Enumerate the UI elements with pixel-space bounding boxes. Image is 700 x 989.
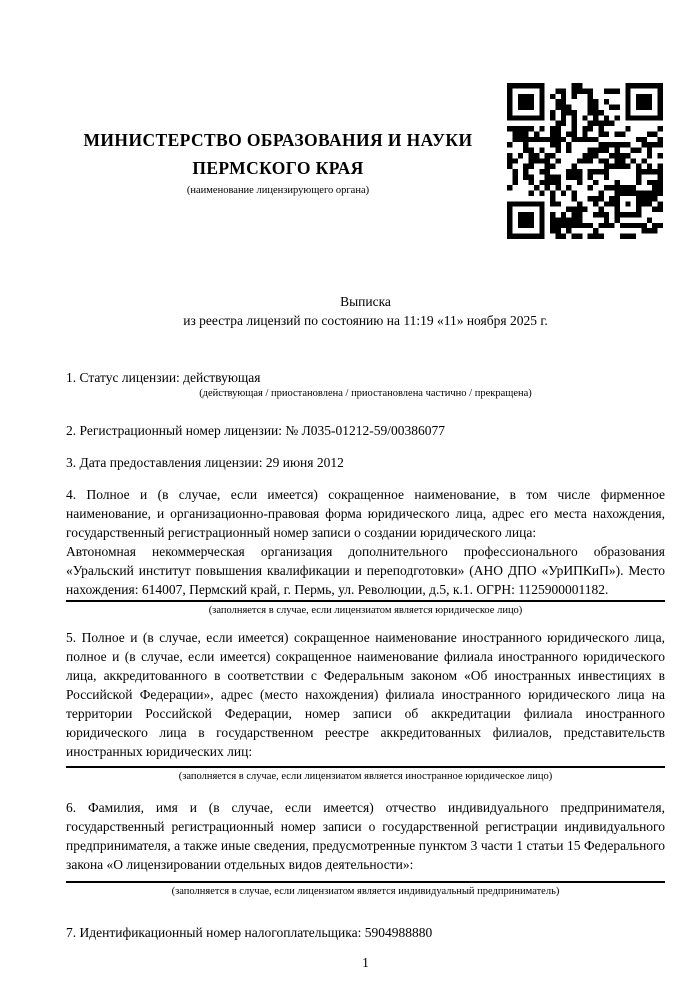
item-license-status-caption: (действующая / приостановлена / приостановлена частично / прекращена)	[199, 388, 532, 399]
ministry-title-line2: ПЕРМСКОГО КРАЯ	[192, 158, 364, 178]
item-grant-date: 3. Дата предоставления лицензии: 29 июня 2012	[66, 455, 344, 470]
item-legal-entity-value: Автономная некоммерческая организация дополнительного профессионального образования «Уральский институт повышения квалификации и переподготовки» (АНО ДПО «УрИПКиП»). Место нахождения: 614007, Пермский край, г. Пермь, ул. Революции, д.5, к.1. ОГРН: 1125900001182.	[66, 544, 665, 597]
document-content	[66, 0, 665, 972]
ministry-header	[66, 126, 490, 198]
item-license-status: 1. Статус лицензии: действующая	[66, 370, 261, 385]
item-registration-number: 2. Регистрационный номер лицензии: № Л035-01212-59/00386077	[66, 423, 446, 438]
item-entrepreneur-caption: (заполняется в случае, если лицензиатом является индивидуальный предприниматель)	[171, 886, 560, 897]
item-legal-entity-label: 4. Полное и (в случае, если имеется) сокращенное наименование, в том числе фирменное наименование, и организационно-правовая форма юридического лица, адрес его места нахождения, государственный регистрационный номер записи о создании юридического лица:	[66, 487, 665, 540]
item-legal-entity-caption: (заполняется в случае, если лицензиатом является юридическое лицо)	[208, 605, 523, 616]
item-legal-entity	[66, 485, 665, 617]
document-title	[66, 292, 665, 330]
item-foreign-entity-caption: (заполняется в случае, если лицензиатом является иностранное юридическое лицо)	[178, 771, 553, 782]
ministry-title-line1: МИНИСТЕРСТВО ОБРАЗОВАНИЯ И НАУКИ	[83, 130, 473, 150]
item-foreign-entity	[66, 628, 665, 783]
ministry-subtitle: (наименование лицензирующего органа)	[186, 185, 370, 196]
item-entrepreneur	[66, 798, 665, 898]
document-title-line1: Выписка	[340, 294, 391, 309]
item-entrepreneur-label: 6. Фамилия, имя и (в случае, если имеется) отчество индивидуального предпринимателя, государственный регистрационный номер записи о государственной регистрации индивидуального предпринимателя, а также иные сведения, предусмотренные пунктом 3 части 1 статьи 15 Федерального закона «О лицензировании отдельных видов деятельности»:	[66, 800, 665, 872]
item-foreign-entity-label: 5. Полное и (в случае, если имеется) сокращенное наименование иностранного юридического лица, полное и (в случае, если имеется) сокращенное наименование филиала иностранного юридического лица, аккредитованного в соответствии с Федеральным законом «Об иностранных инвестициях в Российской Федерации», адрес (место нахождения) филиала иностранного юридического лица на территории Российской Федерации, номер записи об аккредитации филиала иностранного юридического лица в государственном реестре аккредитованных филиалов, представительств иностранных юридических лиц:	[66, 630, 665, 759]
page-number: 1	[362, 955, 369, 970]
item-inn: 7. Идентификационный номер налогоплательщика: 5904988880	[66, 925, 433, 940]
document-title-line2: из реестра лицензий по состоянию на 11:19 «11» ноября 2025 г.	[183, 313, 548, 328]
